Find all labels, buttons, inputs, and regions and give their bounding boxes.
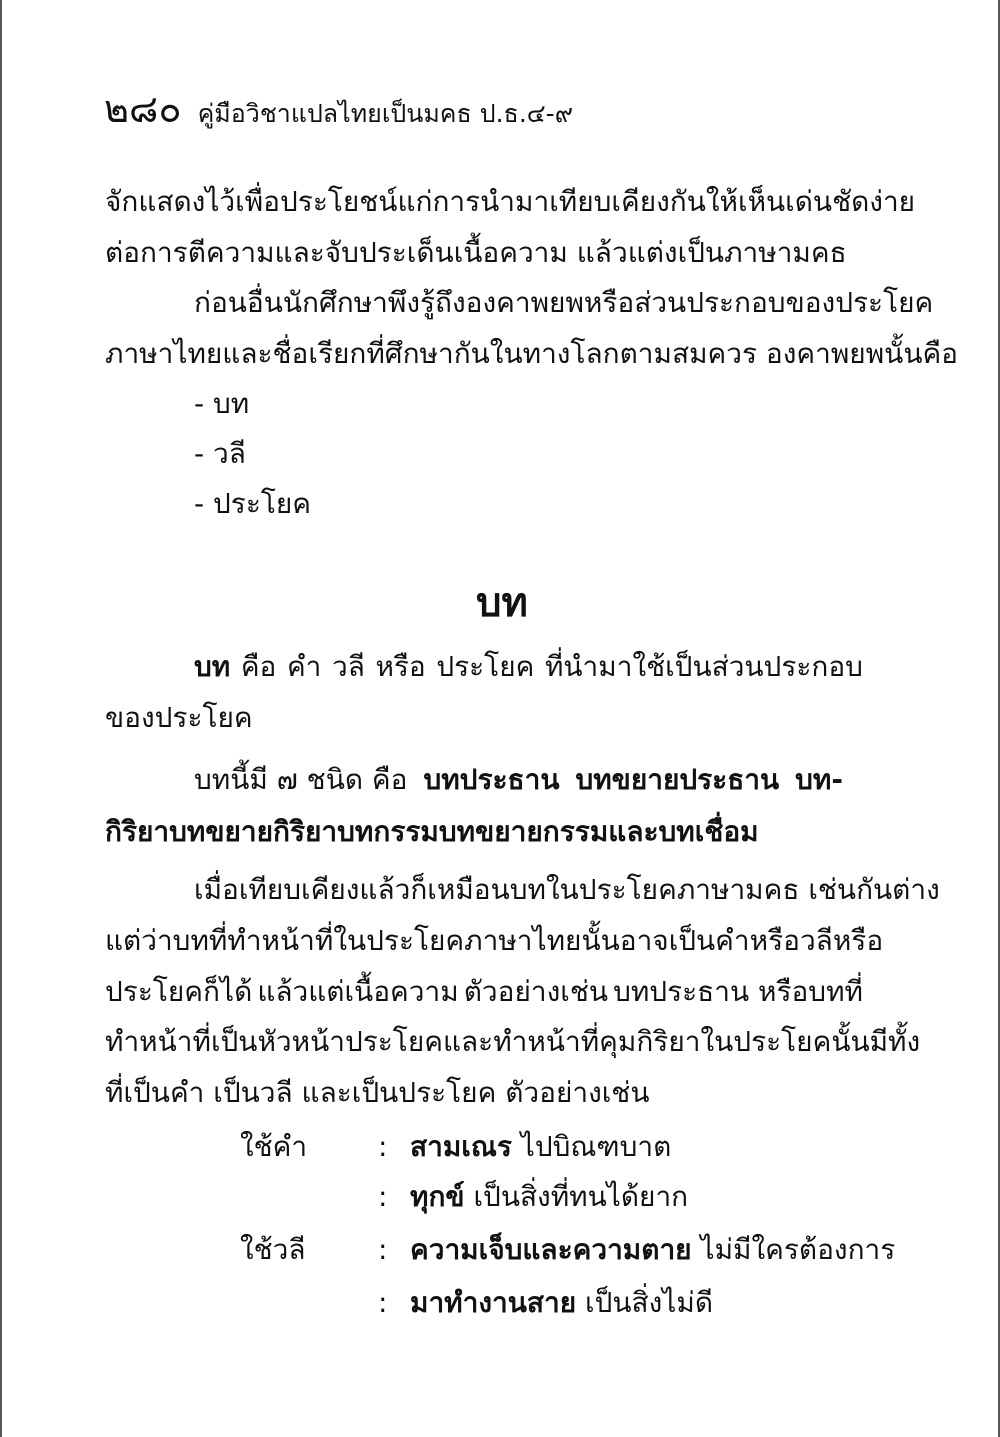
example-subject: สามเณร	[410, 1130, 512, 1163]
type-name: บทขยายกรรม	[438, 815, 609, 848]
intro-line-4: ภาษาไทยและชื่อเรียกที่ศึกษากันในทางโลกตามสมควร องคาพยพนั้นคือ	[105, 337, 959, 370]
type-name: และบทเชื่อม	[608, 815, 759, 848]
example-sentence	[410, 1130, 671, 1164]
component-item: - บท	[194, 387, 250, 420]
type-name: บทขยายประธาน	[575, 763, 780, 796]
compare-segment: หรือวลี	[749, 924, 833, 957]
intro-line-3: ก่อนอื่นนักศึกษาพึงรู้ถึงองคาพยพหรือส่วนประกอบของประโยค	[194, 286, 934, 319]
type-name: บท-	[795, 763, 843, 796]
compare-segment: แล้วแต่เนื้อความ	[257, 975, 459, 1008]
compare-segment: และทำหน้าที่คุมกิริยาในประโยคนั้นมีทั้ง	[442, 1025, 921, 1058]
example-predicate: เป็นสิ่งที่ทนได้ยาก	[473, 1180, 689, 1213]
compare-segment: ประโยคก็ได้	[105, 975, 253, 1008]
example-predicate: ไม่มีใครต้องการ	[700, 1233, 896, 1266]
compare-segment: ต่าง	[892, 873, 940, 906]
compare-segment: แต่ว่าบทที่ทำหน้าที่ในประโยคภาษาไทยนั้นอาจเป็นคำ	[105, 924, 750, 957]
definition-word: คือ	[240, 650, 277, 683]
example-sentence	[410, 1180, 688, 1214]
compare-segment: หรือ	[832, 924, 884, 957]
definition-word: ที่นำมาใช้เป็นส่วนประกอบ	[544, 650, 863, 683]
type-name: กิริยา	[105, 815, 170, 848]
section-heading: บท	[476, 580, 528, 626]
type-name: บทขยายกิริยา	[169, 815, 338, 848]
definition-word: คำ	[286, 650, 322, 683]
types-line-1	[194, 763, 843, 797]
compare-segment: ทำหน้าที่เป็นหัวหน้าประโยค	[105, 1025, 443, 1058]
example-subject: ทุกข์	[410, 1180, 465, 1213]
example-sentence	[410, 1233, 895, 1267]
example-colon: :	[378, 1233, 388, 1266]
intro-line-2: ต่อการตีความและจับประเด็นเนื้อความ แล้วแต่งเป็นภาษามคธ	[105, 236, 847, 269]
definition-word: ประโยค	[436, 650, 535, 683]
example-sentence	[410, 1286, 713, 1320]
compare-segment: บทประธาน หรือบทที่	[613, 975, 863, 1008]
type-name: บทกรรม	[337, 815, 439, 848]
page-number: ๒๘๐	[104, 87, 182, 131]
example-subject: มาทำงานสาย	[410, 1286, 577, 1319]
component-item: - ประโยค	[194, 487, 312, 520]
definition-word: วลี	[331, 650, 365, 683]
example-subject: ความเจ็บและความตาย	[410, 1233, 692, 1266]
compare-line-4	[105, 1025, 921, 1059]
compare-line-3	[105, 975, 863, 1009]
example-label: ใช้คำ	[240, 1130, 308, 1163]
compare-segment: เมื่อเทียบเคียงแล้วก็เหมือนบทในประโยคภาษามคธ เช่นกัน	[194, 873, 893, 906]
intro-line-1a: จักแสดงไว้เพื่อประโยชน์แก่การนำมาเทียบเคียงกันให้เห็นเด่นชัด	[105, 185, 870, 218]
intro-line-1b: ง่าย	[869, 185, 916, 218]
component-item: - วลี	[194, 437, 246, 470]
types-line-2	[105, 815, 759, 849]
example-colon: :	[378, 1286, 388, 1319]
page-header	[104, 78, 573, 139]
definition-term: บท	[194, 650, 231, 683]
compare-segment: ตัวอย่างเช่น	[463, 975, 608, 1008]
book-title: คู่มือวิชาแปลไทยเป็นมคธ ป.ธ.๔-๙	[197, 99, 574, 128]
definition-word: หรือ	[375, 650, 426, 683]
definition-line-1	[194, 650, 863, 684]
compare-line-2	[105, 924, 884, 958]
example-predicate: ไปบิณฑบาต	[520, 1130, 672, 1163]
definition-line-2: ของประโยค	[105, 701, 253, 734]
compare-line-5: ที่เป็นคำ เป็นวลี และเป็นประโยค ตัวอย่างเช่น	[105, 1076, 650, 1109]
type-name: บทประธาน	[423, 763, 560, 796]
example-colon: :	[378, 1130, 388, 1163]
example-label: ใช้วลี	[240, 1233, 306, 1266]
intro-line-1	[105, 185, 916, 219]
types-prefix: บทนี้มี ๗ ชนิด คือ	[194, 763, 408, 796]
example-predicate: เป็นสิ่งไม่ดี	[585, 1286, 713, 1319]
compare-line-1	[194, 873, 940, 907]
example-colon: :	[378, 1180, 388, 1213]
